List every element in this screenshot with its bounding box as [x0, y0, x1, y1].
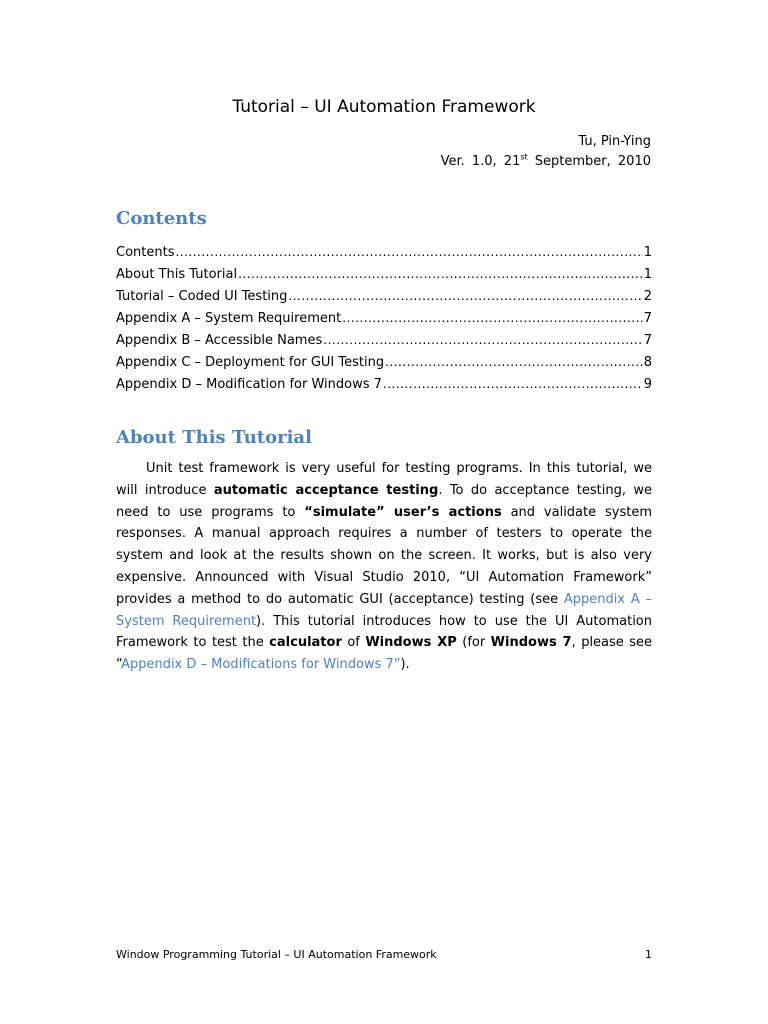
toc-entry[interactable] [116, 241, 652, 263]
version-suffix: September, 2010 [527, 154, 651, 169]
about-bold: calculator [269, 635, 342, 651]
version-prefix: Ver. 1.0, 21 [440, 154, 521, 169]
toc-leader [342, 307, 643, 329]
toc-leader [288, 285, 642, 307]
about-text: of [341, 635, 366, 651]
toc-leader [385, 351, 643, 373]
toc-entry[interactable] [116, 285, 652, 307]
appendix-d-link[interactable]: Appendix D – Modifications for Windows 7” [121, 657, 401, 673]
toc-entry[interactable] [116, 307, 652, 329]
toc-label: Appendix B – Accessible Names [116, 333, 323, 348]
toc-page: 7 [643, 311, 652, 326]
about-text: and validate system responses. A manual approach requires a number of testers to operate the system and look at the results shown on the screen. It works, but is also very expensive. Announced with Visual Studio 2010, “UI Automation Framework” provides a method to do automatic GUI (acceptance) testing (see [116, 504, 652, 607]
author-line: Tu, Pin-Ying [578, 134, 651, 149]
about-bold: automatic acceptance testing [213, 482, 439, 498]
about-text: ). This tutorial introduces how to use the UI Automation Framework to test the [116, 613, 652, 651]
toc-label: Appendix A – System Requirement [116, 311, 342, 326]
version-sup: st [520, 152, 528, 162]
about-bold: “simulate” user’s actions [304, 504, 502, 520]
about-bold: Windows 7 [490, 635, 572, 651]
contents-heading: Contents [116, 208, 207, 229]
toc-label: Appendix D – Modification for Windows 7 [116, 377, 382, 392]
toc-page: 8 [643, 355, 652, 370]
about-text: , please see “ [116, 635, 653, 673]
toc-entry[interactable] [116, 263, 652, 285]
document-title: Tutorial – UI Automation Framework [232, 97, 536, 117]
toc-label: Tutorial – Coded UI Testing [116, 289, 288, 304]
toc-leader [238, 263, 643, 285]
toc-leader [175, 241, 642, 263]
toc-page: 1 [643, 267, 652, 282]
page-footer [116, 948, 652, 961]
table-of-contents [116, 241, 652, 395]
toc-leader [323, 329, 642, 351]
appendix-a-link[interactable]: Appendix A – System Requirement [116, 591, 652, 629]
toc-page: 1 [643, 245, 652, 260]
about-text: (for [456, 635, 491, 651]
about-heading: About This Tutorial [116, 427, 312, 448]
toc-label: Appendix C – Deployment for GUI Testing [116, 355, 385, 370]
version-line [441, 154, 651, 169]
toc-page: 2 [643, 289, 652, 304]
toc-label: Contents [116, 245, 175, 260]
toc-entry[interactable] [116, 373, 652, 395]
about-paragraph [116, 458, 652, 676]
toc-entry[interactable] [116, 351, 652, 373]
toc-entry[interactable] [116, 329, 652, 351]
about-text: . To do acceptance testing, we need to use programs to [116, 482, 652, 520]
about-text: Unit test framework is very useful for testing programs. In this tutorial, we will introduce [116, 461, 652, 498]
footer-page-number: 1 [645, 948, 652, 961]
toc-label: About This Tutorial [116, 267, 238, 282]
footer-text: Window Programming Tutorial – UI Automation Framework [116, 948, 437, 961]
toc-page: 7 [643, 333, 652, 348]
about-text: ). [400, 657, 410, 673]
toc-leader [383, 373, 643, 395]
toc-page: 9 [643, 377, 652, 392]
about-bold: Windows XP [365, 635, 457, 651]
